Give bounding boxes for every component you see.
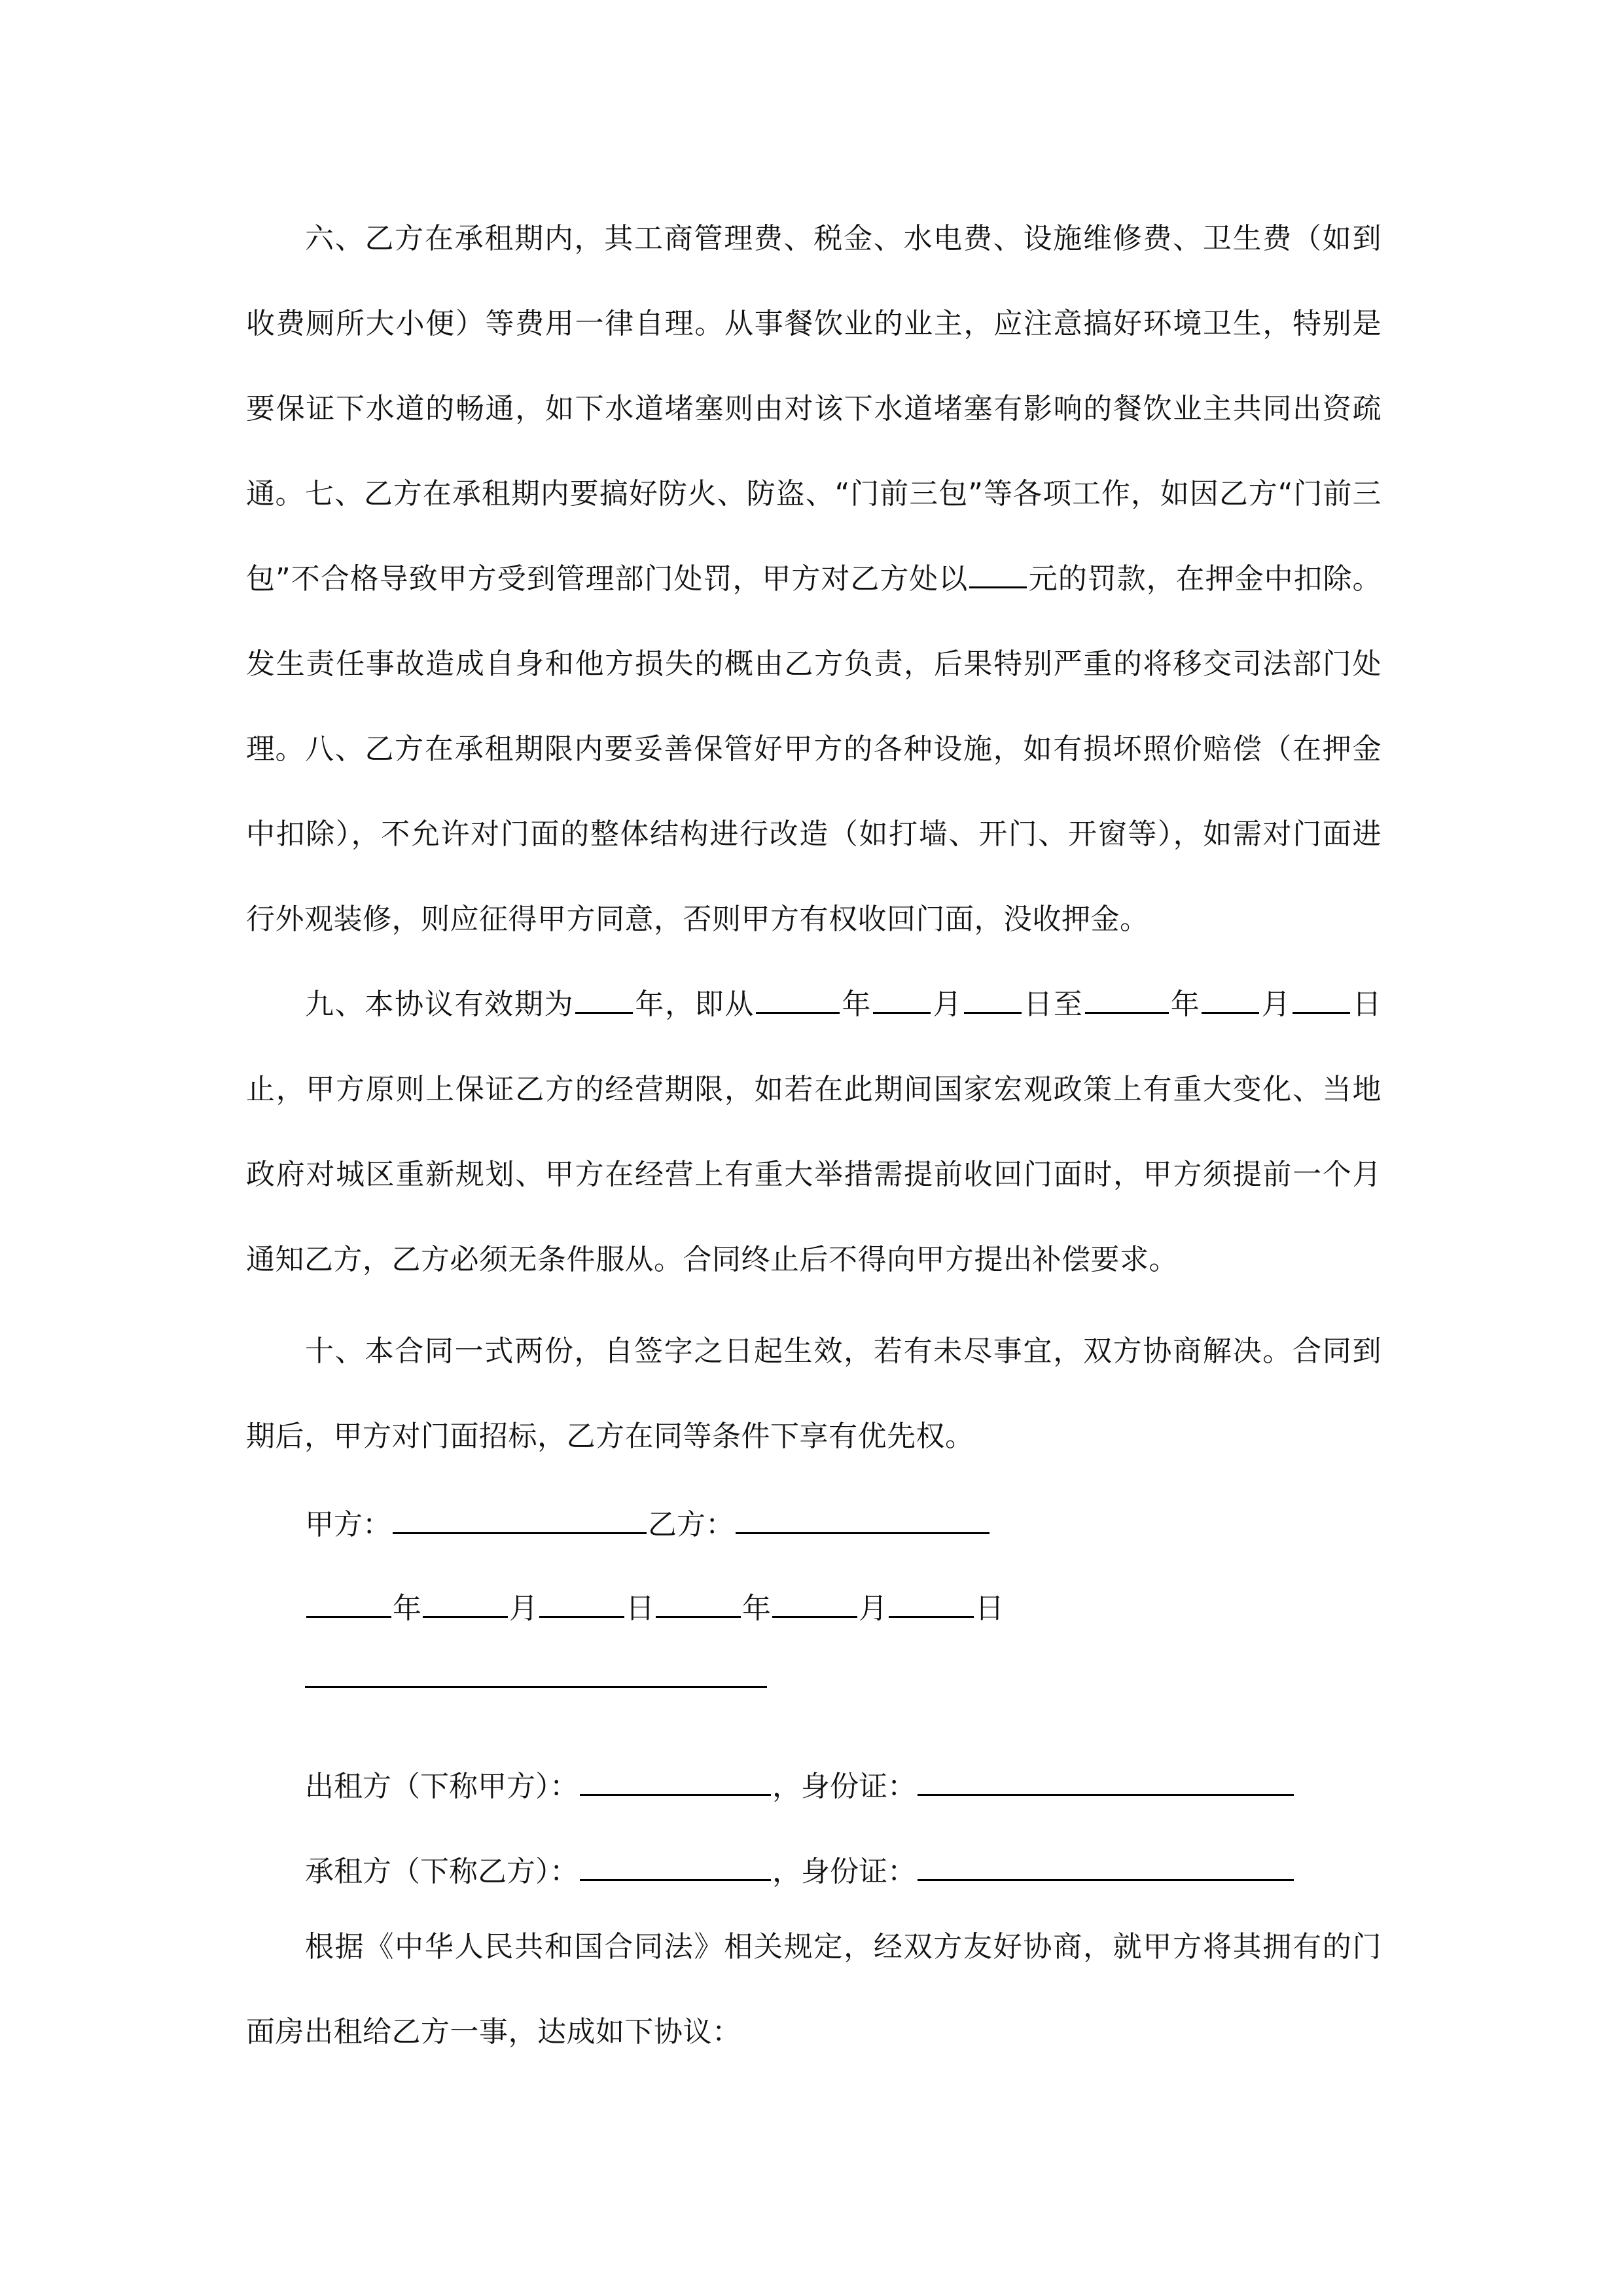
end-day-blank[interactable] [1293, 1011, 1350, 1014]
start-year-blank[interactable] [756, 1011, 840, 1014]
party-b-day-blank[interactable] [889, 1615, 974, 1618]
party-a-month-blank[interactable] [423, 1615, 508, 1618]
lessor-line [305, 1767, 1295, 1806]
start-month-blank[interactable] [873, 1011, 931, 1014]
party-a-label: 甲方： [305, 1508, 391, 1541]
party-b-month-blank[interactable] [772, 1615, 857, 1618]
party-b-signature-blank[interactable] [736, 1532, 990, 1534]
lessor-id-label: 身份证： [801, 1770, 916, 1803]
clause-seven-text-a: 七、乙方在承租期内要搞好防火、防盗、“门前三包”等各项工作，如因乙方“门前三包”不合格导致甲方受到管理部门处罚，甲方对乙方处以 [246, 477, 1382, 596]
lessee-name-blank[interactable] [580, 1878, 771, 1881]
clause-nine-text-a: 九、本协议有效期为 [305, 988, 575, 1021]
lessee-comma: ， [772, 1855, 801, 1888]
party-a-signature-blank[interactable] [393, 1532, 647, 1534]
end-year-blank[interactable] [1085, 1011, 1169, 1014]
fine-amount-blank[interactable] [969, 586, 1027, 588]
lessor-comma: ， [772, 1770, 801, 1803]
party-b-year-blank[interactable] [656, 1615, 741, 1618]
lessor-id-blank[interactable] [918, 1793, 1294, 1796]
lessee-id-label: 身份证： [801, 1855, 916, 1888]
clause-eight [246, 707, 1382, 962]
lessee-label: 承租方（下称乙方）： [305, 1855, 579, 1888]
end-month-blank[interactable] [1202, 1011, 1259, 1014]
clause-six-text: 六、乙方在承租期内，其工商管理费、税金、水电费、设施维修费、卫生费（如到收费厕所大小便）等费用一律自理。从事餐饮业的业主，应注意搞好环境卫生，特别是要保证下水道的畅通，如下水道堵塞则由对该下水道堵塞有影响的餐饮业主共同出资疏通。 [246, 222, 1382, 511]
start-month-label: 月 [932, 988, 963, 1021]
clause-nine-rest-text: 日止，甲方原则上保证乙方的经营期限，如若在此期间国家宏观政策上有重大变化、当地政府对城区重新规划、甲方在经营上有重大举措需提前收回门面时，甲方须提前一个月通知乙方，乙方必须无条件服从。合同终止后不得向甲方提出补偿要求。 [246, 988, 1382, 1276]
party-a-day-blank[interactable] [539, 1615, 624, 1618]
party-b-month-label: 月 [859, 1592, 887, 1625]
end-month-label: 月 [1260, 988, 1292, 1021]
clause-ten [246, 1309, 1382, 1479]
separator-rule [305, 1686, 767, 1688]
end-year-label: 年 [1169, 988, 1201, 1021]
clause-seven-text-b: 元的罚款，在押金中扣除。发生责任事故造成自身和他方损失的概由乙方负责，后果特别严重的将移交司法部门处理。 [246, 562, 1382, 766]
clause-nine-year-text: 年，即从 [634, 988, 755, 1021]
lessor-label: 出租方（下称甲方）： [305, 1770, 579, 1803]
party-a-year-label: 年 [393, 1592, 421, 1625]
party-a-day-label: 日 [626, 1592, 654, 1625]
party-b-day-label: 日 [975, 1592, 1004, 1625]
start-year-label: 年 [841, 988, 872, 1021]
intro-text: 根据《中华人民共和国合同法》相关规定，经双方友好协商，就甲方将其拥有的门面房出租给乙方一事，达成如下协议： [246, 1930, 1382, 2049]
clause-ten-text: 十、本合同一式两份，自签字之日起生效，若有未尽事宜，双方协商解决。合同到期后，甲方对门面招标，乙方在同等条件下享有优先权。 [246, 1335, 1382, 1453]
start-day-label: 日至 [1022, 988, 1084, 1021]
term-years-blank[interactable] [575, 1011, 633, 1014]
intro-paragraph [246, 1905, 1382, 2075]
clause-eight-text: 八、乙方在承租期限内要妥善保管好甲方的各种设施，如有损坏照价赔偿（在押金中扣除），不允许对门面的整体结构进行改造（如打墙、开门、开窗等），如需对门面进行外观装修，则应征得甲方同意，否则甲方有权收回门面，没收押金。 [246, 732, 1382, 936]
signature-date-line [305, 1589, 1004, 1628]
lessee-id-blank[interactable] [918, 1878, 1294, 1881]
signature-line [305, 1505, 991, 1545]
party-a-month-label: 月 [509, 1592, 538, 1625]
lessee-line [305, 1852, 1295, 1892]
party-b-year-label: 年 [742, 1592, 771, 1625]
party-b-label: 乙方： [648, 1508, 734, 1541]
clause-nine [246, 962, 1382, 1302]
start-day-blank[interactable] [964, 1011, 1022, 1014]
party-a-year-blank[interactable] [306, 1615, 391, 1618]
lessor-name-blank[interactable] [580, 1793, 771, 1796]
